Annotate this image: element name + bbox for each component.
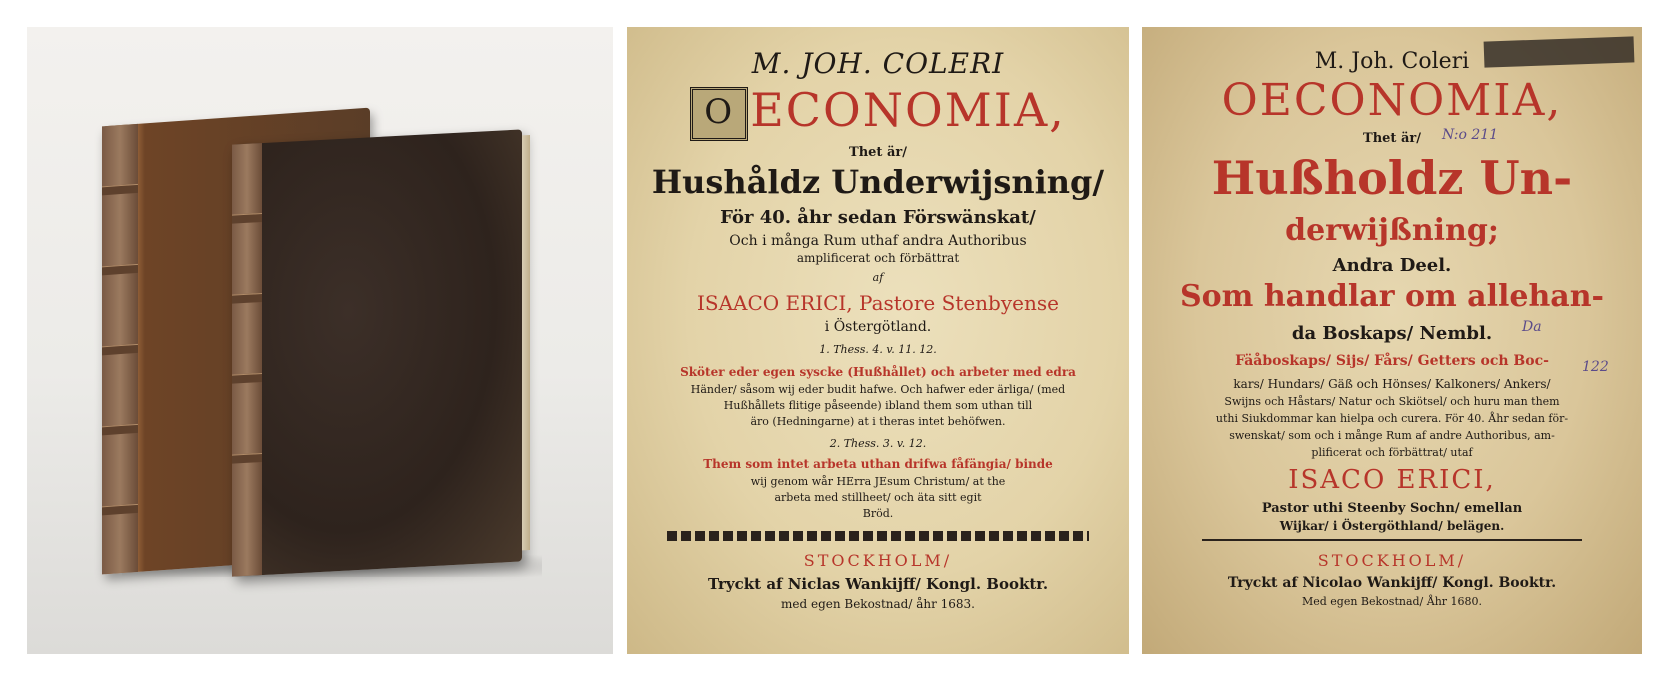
spine-band bbox=[232, 373, 262, 384]
decorated-initial: O bbox=[690, 87, 748, 141]
animal-list-line-e: swenskat/ som och i månge Rum af andre Authoribus, am- bbox=[1229, 429, 1555, 442]
handles-line: Som handlar om allehan- bbox=[1179, 279, 1604, 314]
book-spine bbox=[102, 124, 138, 575]
imprint-date: med egen Bekostnad/ åhr 1683. bbox=[780, 597, 975, 611]
book-title bbox=[627, 83, 1129, 141]
subtitle: Hushåldz Underwijsning/ bbox=[651, 163, 1105, 201]
title-page-1683 bbox=[627, 27, 1129, 654]
spine-band bbox=[102, 264, 138, 276]
af-line: af bbox=[872, 271, 884, 284]
verse-1-line-c: Hußhållets flitige påseende) ibland them som uthan till bbox=[723, 399, 1033, 412]
page-edge bbox=[522, 135, 530, 550]
animal-list-line-b: kars/ Hundars/ Gäß och Hönses/ Kalkoners/ Ankers/ bbox=[1233, 377, 1551, 391]
book-title-rest: ECONOMIA, bbox=[750, 83, 1066, 137]
subtitle-line-b: derwijßning; bbox=[1285, 213, 1499, 248]
divider-rule bbox=[1202, 539, 1582, 541]
translator-office: Pastor uthi Steenby Sochn/ emellan bbox=[1261, 501, 1523, 516]
book-photo-panel bbox=[27, 27, 613, 654]
ornament-border bbox=[667, 531, 1089, 541]
imprint-city: STOCKHOLM/ bbox=[1317, 551, 1467, 570]
animal-list-line-d: uthi Siukdommar kan hielpa och curera. För 40. Åhr sedan för- bbox=[1215, 412, 1569, 425]
author-line: M. JOH. COLERI bbox=[751, 47, 1005, 80]
animal-list-line-a: Fäåboskaps/ Sijs/ Fårs/ Getters och Boc- bbox=[1235, 353, 1549, 369]
subtitle-line-2: Och i många Rum uthaf andra Authoribus bbox=[729, 233, 1027, 249]
handles-line-b: da Boskaps/ Nembl. bbox=[1291, 323, 1493, 344]
subtitle-line-a: Hußholdz Un- bbox=[1211, 151, 1573, 205]
verse-2-line-c: arbeta med stillheet/ och äta sitt egit bbox=[774, 491, 982, 504]
handwritten-note: Da bbox=[1522, 319, 1542, 335]
spine-band bbox=[102, 424, 138, 436]
subtitle-line-1: För 40. åhr sedan Förswänskat/ bbox=[720, 207, 1036, 228]
scripture-ref-2: 2. Thess. 3. v. 12. bbox=[829, 437, 927, 450]
verse-1-line-a: Sköter eder egen syscke (Hußhållet) och arbeter med edra bbox=[680, 365, 1076, 379]
handwritten-number: N:o 211 bbox=[1442, 127, 1499, 143]
imprint-printer: Tryckt af Niclas Wankijff/ Kongl. Booktr. bbox=[707, 575, 1049, 593]
spine-band bbox=[232, 213, 262, 224]
translator-name: ISACO ERICI, bbox=[1288, 465, 1496, 495]
spine-band bbox=[102, 504, 138, 516]
verse-2-line-a: Them som intet arbeta uthan drifwa fåfängia/ binde bbox=[703, 457, 1053, 471]
spine-band bbox=[232, 453, 262, 464]
imprint-date: Med egen Bekostnad/ Åhr 1680. bbox=[1301, 595, 1483, 608]
verse-2-line-b: wij genom wår HErra JEsum Christum/ at the bbox=[750, 475, 1006, 488]
translator-place: i Östergötland. bbox=[824, 319, 932, 335]
animal-list-line-c: Swijns och Håstars/ Natur och Skiötsel/ och huru man them bbox=[1224, 395, 1560, 408]
verse-1-line-d: äro (Hedningarne) at i theras intet behöfwen. bbox=[750, 415, 1006, 428]
thet-ar: Thet är/ bbox=[1363, 131, 1421, 146]
author-line: M. Joh. Coleri bbox=[1314, 49, 1470, 74]
translator-name: ISAACO ERICI, Pastore Stenbyense bbox=[697, 291, 1059, 315]
spine-band bbox=[102, 184, 138, 196]
title-page-1680 bbox=[1142, 27, 1642, 654]
imprint-printer: Tryckt af Nicolao Wankijff/ Kongl. Booktr. bbox=[1227, 575, 1557, 591]
part-label: Andra Deel. bbox=[1332, 255, 1452, 276]
verse-2-line-d: Bröd. bbox=[862, 507, 894, 520]
book-spine bbox=[232, 143, 262, 577]
animal-list-line-f: plificerat och förbättrat/ utaf bbox=[1311, 446, 1473, 459]
book-volume-front bbox=[232, 129, 522, 576]
verse-1-line-b: Händer/ såsom wij eder budit hafwe. Och hafwer eder ärliga/ (med bbox=[690, 383, 1066, 396]
translator-location: Wijkar/ i Östergöthland/ belägen. bbox=[1279, 519, 1505, 533]
subtitle-line-3: amplificerat och förbättrat bbox=[796, 251, 960, 265]
imprint-city: STOCKHOLM/ bbox=[803, 551, 953, 570]
spine-band bbox=[232, 293, 262, 304]
thet-ar: Thet är/ bbox=[849, 145, 907, 160]
handwritten-note: 122 bbox=[1582, 359, 1609, 375]
scripture-ref-1: 1. Thess. 4. v. 11. 12. bbox=[819, 343, 937, 356]
book-title: OECONOMIA, bbox=[1221, 75, 1563, 126]
spine-band bbox=[102, 344, 138, 356]
